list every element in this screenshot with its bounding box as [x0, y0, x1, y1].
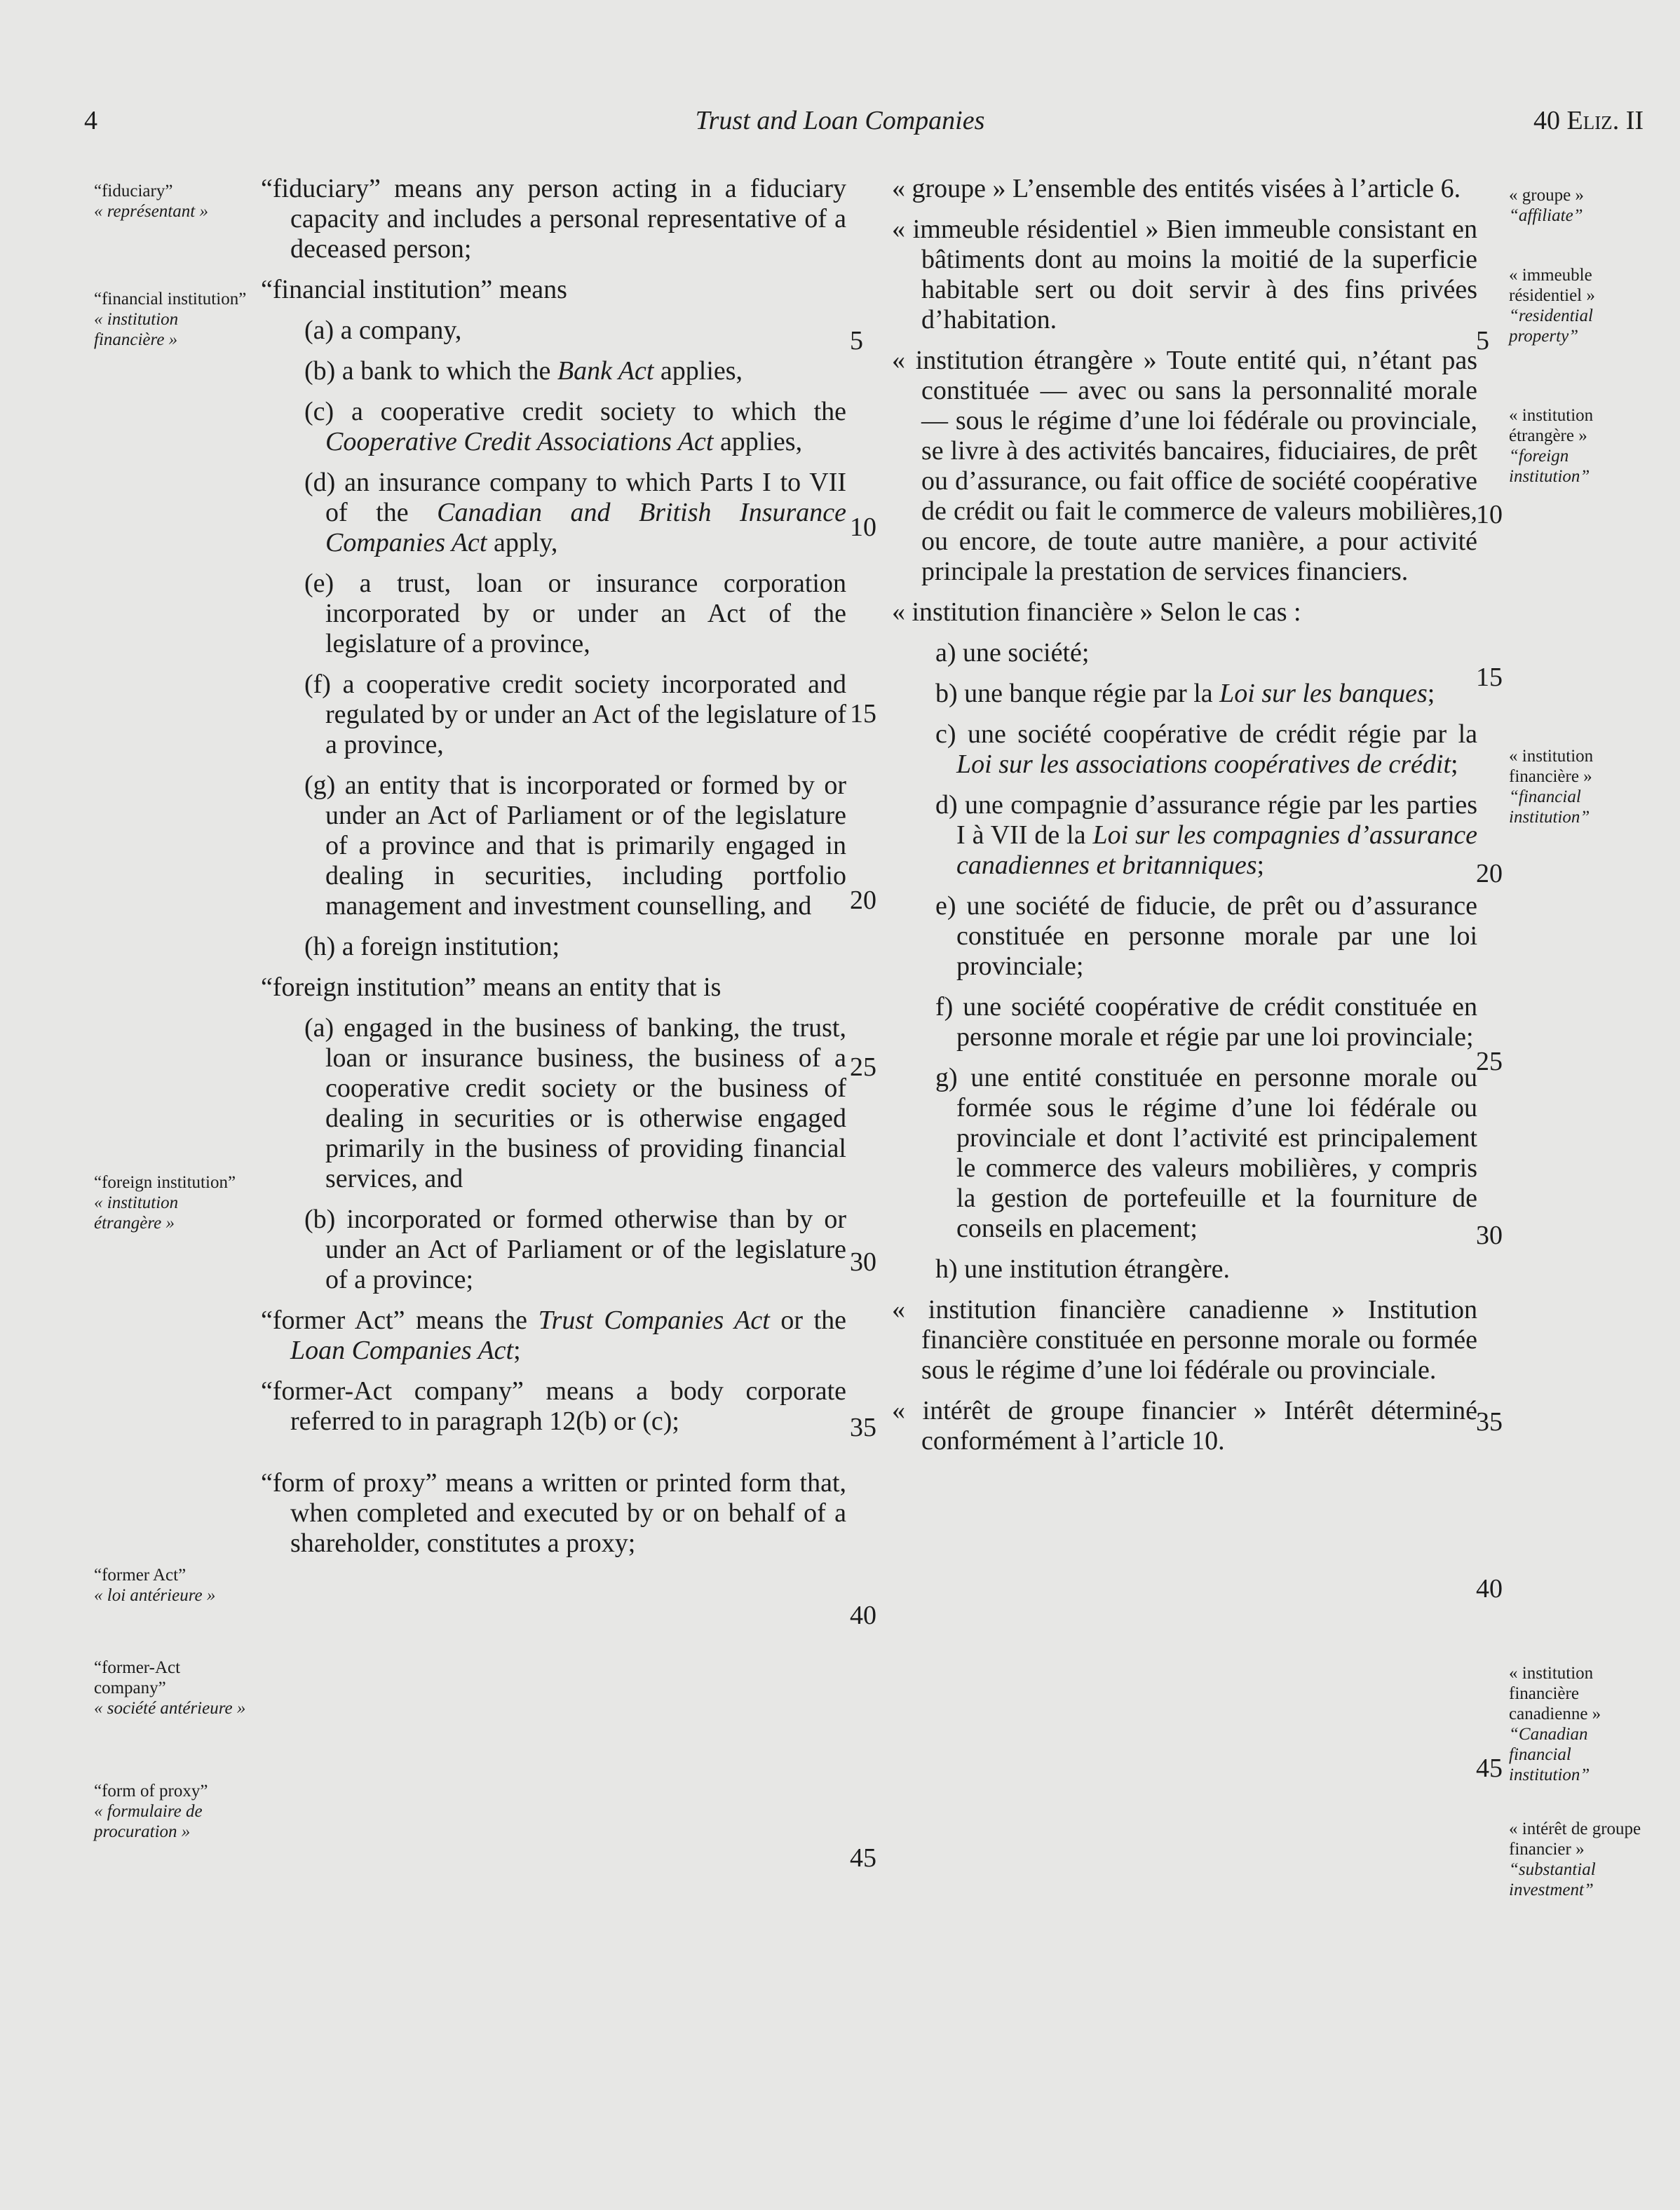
running-title: Trust and Loan Companies — [695, 106, 985, 135]
line-number-fr: 25 — [1476, 1047, 1503, 1076]
margin-note-groupe — [1509, 185, 1642, 226]
fi-c-text: (c) a cooperative credit society to which the — [304, 397, 846, 426]
margin-note-en: “residential property” — [1509, 306, 1593, 346]
definition-institution-etrangere: « institution étrangère » Toute entité qui, n’étant pas constituée — avec ou sans la personnalité morale — sous le régime d’une loi fédérale ou provinciale, se livre à des activités bancaires, fiduciaires, de prêt ou d’assurance, ou fait office de société coopérative de crédit ou fait le commerce de valeurs mobilières, ou encore, de toute autre manière, a pour activité principale la prestation de services financiers. — [892, 346, 1477, 586]
line-number-fr: 45 — [1476, 1754, 1503, 1783]
line-number-fr: 20 — [1476, 859, 1503, 888]
margin-note-en: “foreign institution” — [1509, 447, 1590, 486]
line-number-fr: 40 — [1476, 1574, 1503, 1604]
fi-paragraph-f: (f) a cooperative credit society incorporated and regulated by or under an Act of the legislature of a province, — [304, 670, 846, 759]
if-paragraph-h: h) une institution étrangère. — [935, 1254, 1230, 1284]
fi-b-act: Bank Act — [557, 356, 654, 386]
if-b-text: b) une banque régie par la — [935, 679, 1220, 708]
margin-note-fr: « groupe » — [1509, 186, 1584, 205]
fi-b-end: applies, — [653, 356, 743, 386]
if-b-end: ; — [1427, 679, 1435, 708]
margin-note-immeuble-residentiel — [1509, 265, 1642, 346]
line-number-fr: 30 — [1476, 1221, 1503, 1250]
if-c-end: ; — [1451, 750, 1458, 779]
definition-interet-de-groupe-financier: « intérêt de groupe financier » Intérêt déterminé conformément à l’article 10. — [892, 1396, 1477, 1456]
fi-paragraph-h: (h) a foreign institution; — [304, 932, 560, 961]
french-column — [892, 174, 1477, 1467]
margin-note-fr: « société antérieure » — [94, 1699, 246, 1718]
margin-note-en: “Canadian financial institution” — [1509, 1725, 1590, 1784]
definition-foreign-institution: “foreign institution” means an entity that is — [261, 972, 722, 1002]
former-act-mid: or the — [769, 1306, 847, 1335]
margin-note-en: “substantial investment” — [1509, 1860, 1596, 1899]
margin-note-fiduciary — [94, 181, 248, 222]
regnal-suffix: . II — [1612, 106, 1644, 135]
fo-paragraph-b: (b) incorporated or formed otherwise than by or under an Act of Parliament or of the legislature of a province; — [304, 1205, 846, 1294]
line-number-en: 20 — [850, 886, 876, 915]
definition-form-of-proxy: “form of proxy” means a written or printed form that, when completed and executed by or on behalf of a shareholder, constitutes a proxy; — [261, 1468, 846, 1558]
regnal-prefix: 40 E — [1533, 106, 1583, 135]
former-act-end: ; — [513, 1336, 521, 1365]
if-paragraph-f: f) une société coopérative de crédit constituée en personne morale et régie par une loi provinciale; — [935, 992, 1477, 1052]
fi-paragraph-g: (g) an entity that is incorporated or formed by or under an Act of Parliament or of the legislature of a province and that is primarily engaged in dealing in securities, including portfolio management and investment counselling, and — [304, 771, 846, 921]
if-c-act: Loi sur les associations coopératives de crédit — [956, 750, 1451, 779]
margin-note-institution-financiere-canadienne — [1509, 1663, 1642, 1785]
margin-note-en: “financial institution” — [1509, 787, 1590, 827]
margin-note-fr: « institution étrangère » — [94, 1193, 179, 1233]
if-paragraph-d — [892, 790, 1477, 881]
fi-b-text: (b) a bank to which the — [304, 356, 557, 386]
margin-note-institution-financiere — [1509, 746, 1642, 827]
if-paragraph-e: e) une société de fiducie, de prêt ou d’assurance constituée en personne morale par une loi provinciale; — [935, 891, 1477, 981]
line-number-en: 10 — [850, 513, 876, 542]
definition-institution-financiere-canadienne: « institution financière canadienne » Institution financière constituée en personne morale ou formée sous le régime d’une loi fédérale ou provinciale. — [892, 1295, 1477, 1385]
definition-former-act — [261, 1306, 846, 1366]
margin-note-former-act — [94, 1565, 248, 1606]
margin-note-en: “former-Act company” — [94, 1658, 181, 1697]
if-paragraph-c — [892, 719, 1477, 780]
margin-note-fr: « immeuble résidentiel » — [1509, 266, 1595, 305]
margin-note-en: “form of proxy” — [94, 1782, 208, 1801]
line-number-fr: 10 — [1476, 500, 1503, 529]
margin-note-institution-etrangere — [1509, 405, 1642, 487]
if-c-text: c) une société coopérative de crédit régie par la — [935, 719, 1477, 749]
definition-institution-financiere: « institution financière » Selon le cas : — [892, 597, 1301, 627]
if-paragraph-g: g) une entité constituée en personne morale ou formée sous le régime d’une loi fédérale ou provinciale et dont l’activité est principalement le commerce des valeurs mobilières, y compris la gestion de portefeuille et la fourniture de conseils en placement; — [935, 1063, 1477, 1243]
margin-note-former-act-company — [94, 1658, 248, 1718]
regnal-year — [1533, 105, 1644, 136]
fi-d-act: Canadian and British Insurance Companies Act — [325, 498, 847, 557]
line-number-en: 35 — [850, 1413, 876, 1442]
if-paragraph-b — [892, 679, 1477, 709]
line-number-en: 45 — [850, 1843, 876, 1873]
definition-financial-institution: “financial institution” means — [261, 275, 567, 304]
margin-note-financial-institution — [94, 289, 248, 350]
fi-paragraph-d — [261, 468, 846, 558]
line-number-en: 30 — [850, 1247, 876, 1277]
line-number-en: 40 — [850, 1601, 876, 1630]
margin-note-fr: « loi antérieure » — [94, 1586, 216, 1605]
fo-paragraph-a: (a) engaged in the business of banking, the trust, loan or insurance business, the business of a cooperative credit society or the business of dealing in securities or is otherwise engaged primarily in the business of providing financial services, and — [304, 1013, 846, 1193]
margin-note-en: “former Act” — [94, 1566, 187, 1585]
fi-c-end: applies, — [713, 427, 803, 456]
if-d-act: Loi sur les compagnies d’assurance canadiennes et britanniques — [956, 820, 1477, 880]
margin-note-fr: « institution financière canadienne » — [1509, 1664, 1601, 1723]
line-number-en: 25 — [850, 1052, 876, 1082]
margin-note-en: “foreign institution” — [94, 1173, 236, 1192]
margin-note-en: “affiliate” — [1509, 206, 1583, 225]
definition-former-act-company: “former-Act company” means a body corporate referred to in paragraph 12(b) or (c); — [261, 1376, 846, 1436]
page-number: 4 — [84, 106, 97, 135]
fi-c-act: Cooperative Credit Associations Act — [325, 427, 714, 456]
line-number-fr: 5 — [1476, 326, 1489, 355]
definition-immeuble-residentiel: « immeuble résidentiel » Bien immeuble consistant en bâtiments dont au moins la moitié de la superficie habitable sert ou doit servir à des fins privées d’habitation. — [892, 215, 1477, 334]
fi-d-text: (d) an insurance company to which Parts I to VII of the — [304, 468, 846, 527]
margin-note-en: “fiduciary” — [94, 182, 173, 201]
margin-note-fr: « intérêt de groupe financier » — [1509, 1819, 1641, 1859]
fi-paragraph-c — [261, 397, 846, 457]
fi-d-end: apply, — [487, 528, 558, 557]
if-d-end: ; — [1256, 850, 1265, 880]
if-d-text: d) une compagnie d’assurance régie par les parties I à VII de la — [935, 790, 1477, 850]
definition-fiduciary: “fiduciary” means any person acting in a fiduciary capacity and includes a personal representative of a deceased person; — [261, 174, 846, 264]
english-column — [261, 174, 846, 1569]
margin-note-fr: « institution financière » — [1509, 747, 1594, 786]
line-number-en: 15 — [850, 699, 876, 728]
fi-paragraph-e: (e) a trust, loan or insurance corporation incorporated by or under an Act of the legislature of a province, — [304, 569, 846, 658]
margin-note-foreign-institution — [94, 1172, 248, 1233]
margin-note-fr: « représentant » — [94, 202, 208, 221]
fi-paragraph-a: (a) a company, — [304, 316, 462, 345]
margin-note-interet-de-groupe-financier — [1509, 1819, 1642, 1900]
margin-note-fr: « institution financière » — [94, 310, 179, 349]
line-number-fr: 15 — [1476, 663, 1503, 692]
former-act-act1: Trust Companies Act — [538, 1306, 770, 1335]
line-number-en: 5 — [850, 326, 863, 355]
line-number-fr: 35 — [1476, 1407, 1503, 1437]
definition-groupe: « groupe » L’ensemble des entités visées à l’article 6. — [892, 174, 1461, 203]
former-act-act2: Loan Companies Act — [290, 1336, 514, 1365]
margin-note-fr: « formulaire de procuration » — [94, 1802, 203, 1841]
former-act-text: “former Act” means the — [261, 1306, 538, 1335]
margin-note-en: “financial institution” — [94, 290, 247, 309]
regnal-caps: liz — [1583, 106, 1613, 135]
margin-note-fr: « institution étrangère » — [1509, 406, 1594, 445]
if-b-act: Loi sur les banques — [1219, 679, 1428, 708]
fi-paragraph-b — [261, 356, 846, 386]
margin-note-form-of-proxy — [94, 1781, 248, 1842]
if-paragraph-a: a) une société; — [935, 638, 1090, 667]
